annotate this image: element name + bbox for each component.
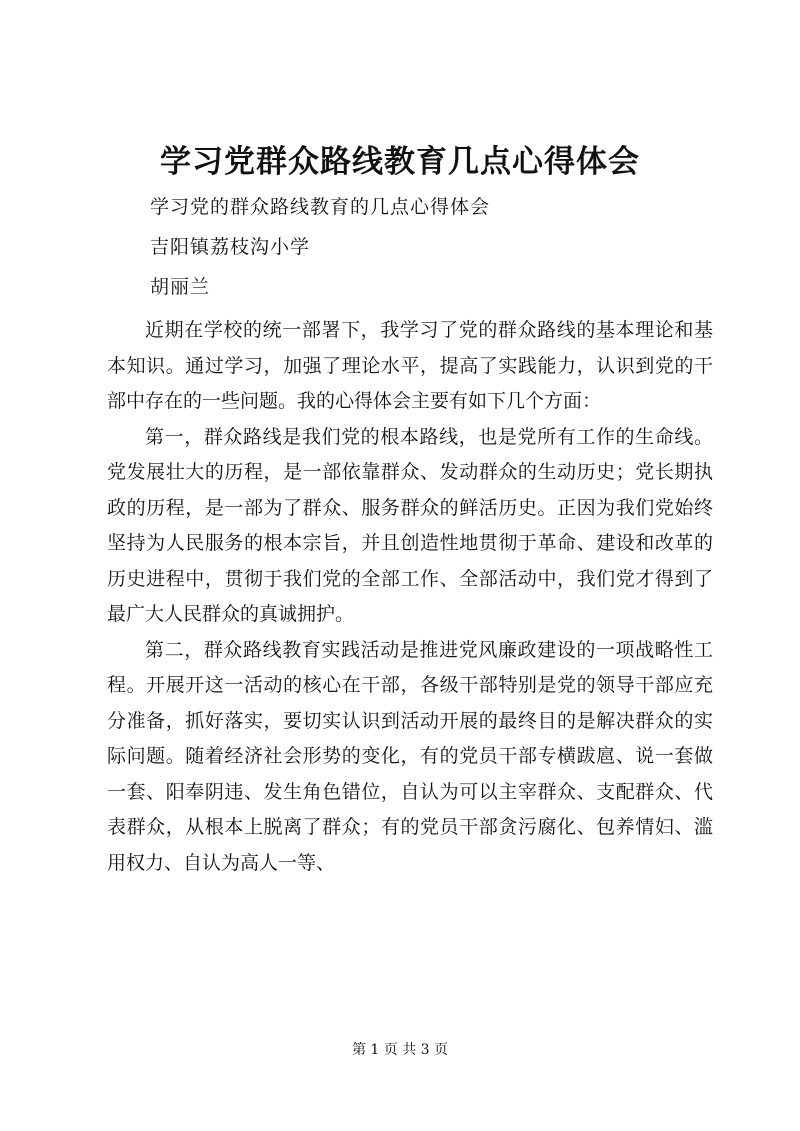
page-number: 第 1 页 共 3 页: [351, 1042, 449, 1058]
paragraph-first-point: 第一，群众路线是我们党的根本路线，也是党所有工作的生命线。党发展壮大的历程，是一部依靠群众、发动群众的生动历史；党长期执政的历程，是一部为了群众、服务群众的鲜活历史。正因为我们党始终坚持为人民服务的根本宗旨，并且创造性地贯彻于革命、建设和改革的历史进程中，贯彻于我们党的全部工作、全部活动中，我们党才得到了最广大人民群众的真诚拥护。: [107, 425, 713, 625]
school-name: 吉阳镇荔枝沟小学: [150, 236, 311, 258]
author-name: 胡丽兰: [150, 276, 211, 298]
paragraph-intro: 近期在学校的统一部署下，我学习了党的群众路线的基本理论和基本知识。通过学习，加强了理论水平，提高了实践能力，认识到党的干部中存在的一些问题。我的心得体会主要有如下几个方面：: [107, 319, 713, 412]
document-body: [107, 313, 713, 881]
paragraph-second-point: 第二，群众路线教育实践活动是推进党风廉政建设的一项战略性工程。开展开这一活动的核心在干部，各级干部特别是党的领导干部应充分准备，抓好落实，要切实认识到活动开展的最终目的是解决群众的实际问题。随着经济社会形势的变化，有的党员干部专横跋扈、说一套做一套、阳奉阴违、发生角色错位，自认为可以主宰群众、支配群众、代表群众，从根本上脱离了群众；有的党员干部贪污腐化、包养情妇、滥用权力、自认为高人一等、: [107, 638, 713, 874]
document-title: 学习党群众路线教育几点心得体会: [160, 144, 640, 180]
document-subtitle: 学习党的群众路线教育的几点心得体会: [150, 196, 491, 218]
